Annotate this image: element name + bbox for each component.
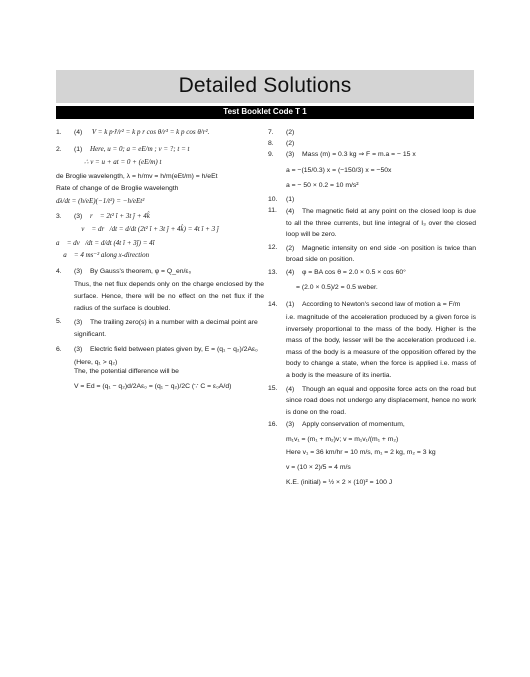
answer-option: (1) [74,146,83,154]
question-number: 9. [268,151,274,159]
equation: dλ/dt = (h/eE)(−1/t²) = −h/eEt² [56,196,145,205]
solution-5 [56,317,264,341]
text-paragraph: i.e. magnitude of the acceleration produced by a given force is inversely proportional to the mass of the body. Higher is the mass of the body, lesser will be the acceleration produced i.e. mass of the body is a measure of the opposition offered by the body to change a state, when the force is applied i.e. mass of a body is the measure of its inertia. [286,314,476,380]
text-line: Apply conservation of momentum, [302,421,405,429]
text-line: (Here, q₁ > q₂) [74,358,118,366]
answer-option: (3) [286,421,295,429]
answer-option: (3) [74,346,83,354]
text-paragraph: The trailing zero(s) in a number with a decimal point are significant. [74,318,258,338]
answer-option: (2) [286,129,295,136]
question-number: 6. [56,346,62,354]
equation: ∴ v⃗ = dr⃗/dt = d/dt (2t² î + 3t ĵ + 4k̂) = 4t î + 3 ĵ [74,224,219,233]
question-number: 8. [268,140,274,148]
solution-10 [268,195,476,204]
text-paragraph: Magnetic intensity on end side -on position is twice than broad side on position. [286,244,476,264]
equation: v = (10 × 2)/5 = 4 m/s [286,463,351,471]
solution-16 [268,420,476,487]
title-band [56,70,474,103]
answer-option: (1) [286,195,295,203]
question-number: 1. [56,129,62,136]
question-number: 11. [268,207,277,215]
solution-8 [268,139,476,148]
question-number: 4. [56,267,62,275]
equation: a⃗ = dv⃗/dt = d/dt (4t î + 3ĵ) = 4î [56,238,155,247]
answer-option: (3) [74,267,83,275]
solution-11 [268,206,476,241]
solution-12 [268,243,476,266]
equation: Mass (m) = 0.3 kg ⇒ F = m.a = − 15 x [302,151,416,159]
equation: r⃗ = 2t² î + 3t ĵ + 4k̂ [90,212,150,221]
answer-option: (2) [286,244,295,252]
equation: K.E. (initial) = ½ × 2 × (10)² = 100 J [286,478,393,486]
solution-15 [268,384,476,419]
solution-3 [56,212,264,237]
question-number: 14. [268,301,278,309]
text-paragraph: Though an equal and opposite force acts on the road but since road does not undergo any displacement, hence no work is done on the road. [286,385,476,416]
text-paragraph: The magnetic field at any point on the closed loop is due to all the three currents, but line integral of I₃ over the closed loop will be zero. [286,208,476,239]
solution-9 [268,150,476,190]
equation: Here, u = 0; a = eE/m ; v = ?; t = t [90,145,190,154]
equation: Electric field between plates given by, E = (q₁ − q₂)/2Aε₀ [90,346,258,354]
text-paragraph: Thus, the net flux depends only on the charge enclosed by the surface. Hence, there will be no effect on the net flux if the radius of the surface is doubled. [74,281,264,312]
answer-option: (3) [74,213,83,221]
equation: By Gauss's theorem, φ = Q_en/ε₀ [90,267,192,275]
question-number: 10. [268,195,278,203]
answer-option: (4) [286,385,295,393]
solution-7 [268,128,476,137]
text-line: The, the potential difference will be [74,367,179,375]
answer-option: (4) [286,268,295,276]
equation: de Broglie wavelength, λ = h/mv = h/m(eEt/m) = h/eEt [56,173,218,181]
question-number: 15. [268,384,278,392]
question-number: 13. [268,268,278,276]
equation: ∴ a⃗ = 4 ms⁻² along x-direction [56,251,150,260]
question-number: 5. [56,317,62,325]
text-line: Rate of change of de Broglie wavelength [56,185,179,193]
solution-2 [56,145,264,170]
booklet-code: Test Booklet Code T 1 [223,107,307,117]
text-line: Here v₁ = 36 km/hr = 10 m/s, m₁ = 2 kg, m₂ = 3 kg [286,448,436,456]
question-number: 12. [268,243,278,251]
equation: = (2.0 × 0.5)/2 = 0.5 weber. [296,283,378,291]
equation: m₁v₁ = (m₁ + m₂)v; v = m₁v₁/(m₁ + m₂) [286,436,399,444]
text-line: According to Newton's second law of motion a = F/m [302,301,461,309]
page-title: Detailed Solutions [178,74,352,98]
equation: a = −(15/0.3) x = (−150/3) x = −50x [286,166,392,174]
answer-option: (4) [74,129,83,136]
equation: ∴ v = u + at = 0 + (eE/m) t [84,157,162,166]
answer-option: (3) [286,151,295,159]
question-number: 7. [268,129,274,136]
question-number: 16. [268,421,278,429]
solution-6 [56,345,264,391]
equation: V = Ed = (q₁ − q₂)d/2Aε₀ = (q₁ − q₂)/2C (∵ C = ε₀A/d) [74,382,232,390]
question-number: 3. [56,213,62,221]
equation: V = k p·r̂/r² = k p r cos θ/r³ = k p cos θ/r². [91,128,210,136]
answer-option: (2) [286,140,295,148]
answer-option: (1) [286,301,295,309]
booklet-code-bar [56,106,474,119]
equation: a = − 50 × 0.2 = 10 m/s² [286,181,359,189]
solution-14 [268,300,476,381]
solution-1 [56,128,264,137]
equation: φ = BA cos θ = 2.0 × 0.5 × cos 60° [302,268,406,276]
answer-option: (3) [74,318,83,326]
solution-4 [56,267,264,315]
left-column [56,128,264,393]
right-column [268,128,476,489]
answer-option: (4) [286,208,295,216]
question-number: 2. [56,146,62,154]
solution-13 [268,268,476,292]
